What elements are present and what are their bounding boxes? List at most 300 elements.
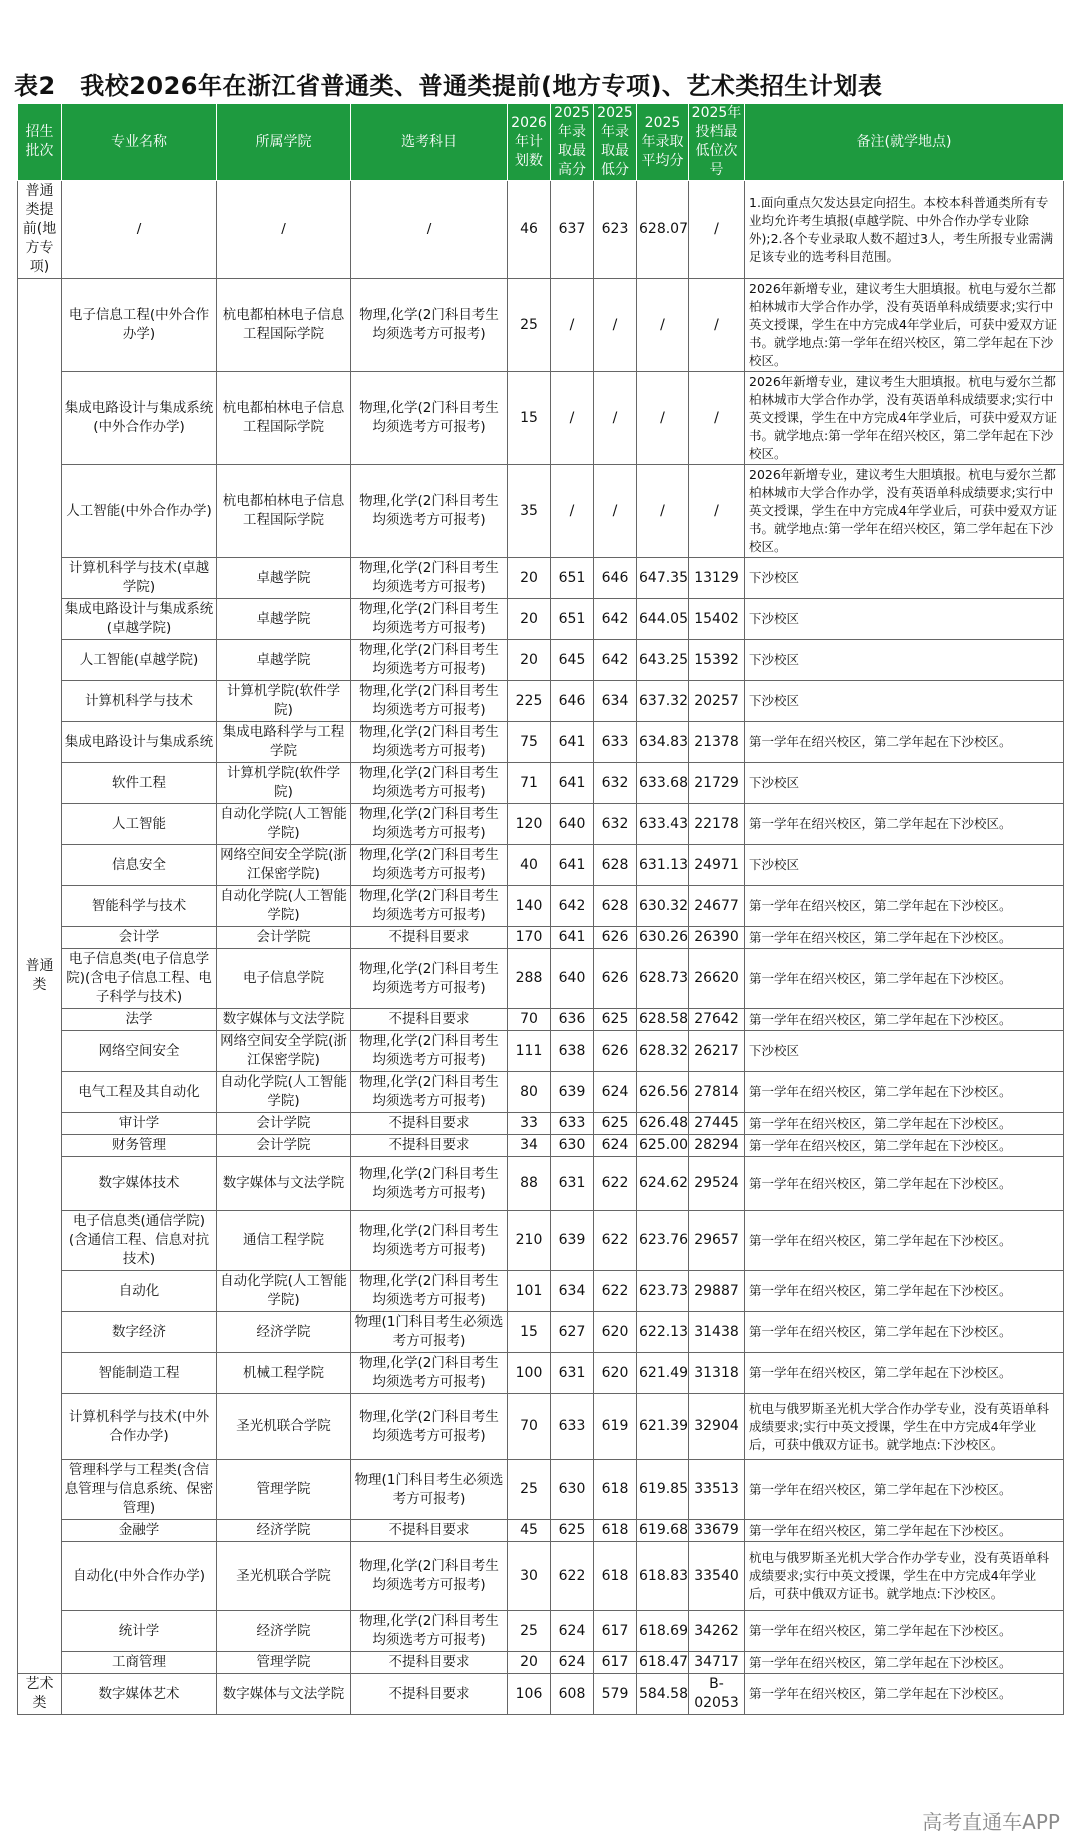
cell-note: 下沙校区: [745, 558, 1064, 599]
cell-min-score: 618: [594, 1460, 637, 1520]
cell-max-score: 646: [551, 681, 594, 722]
cell-college: 网络空间安全学院(浙江保密学院): [217, 1031, 351, 1072]
cell-avg-score: 647.35: [637, 558, 689, 599]
cell-major: 智能科学与技术: [62, 886, 217, 927]
cell-avg-score: 625.00: [637, 1135, 689, 1157]
cell-college: 机械工程学院: [217, 1353, 351, 1394]
cell-avg-score: 623.76: [637, 1211, 689, 1271]
cell-note: 第一学年在绍兴校区，第二学年起在下沙校区。: [745, 886, 1064, 927]
cell-plan: 101: [508, 1271, 551, 1312]
cell-min-rank: 20257: [689, 681, 745, 722]
table-row: [18, 1652, 1064, 1674]
cell-subjects: 不提科目要求: [351, 1652, 508, 1674]
cell-max-score: 633: [551, 1394, 594, 1460]
cell-note: 下沙校区: [745, 599, 1064, 640]
cell-note: 第一学年在绍兴校区，第二学年起在下沙校区。: [745, 1460, 1064, 1520]
cell-min-rank: 29657: [689, 1211, 745, 1271]
cell-avg-score: 630.26: [637, 927, 689, 949]
cell-min-score: 619: [594, 1394, 637, 1460]
cell-min-rank: 29524: [689, 1157, 745, 1211]
table-row: [18, 372, 1064, 465]
cell-major: 电气工程及其自动化: [62, 1072, 217, 1113]
cell-major: 集成电路设计与集成系统: [62, 722, 217, 763]
cell-max-score: 641: [551, 927, 594, 949]
table-row: [18, 927, 1064, 949]
cell-note: 第一学年在绍兴校区，第二学年起在下沙校区。: [745, 1674, 1064, 1715]
cell-subjects: 物理,化学(2门科目考生均须选考方可报考): [351, 1353, 508, 1394]
admission-plan-table: [17, 103, 1064, 1715]
cell-max-score: 645: [551, 640, 594, 681]
cell-avg-score: 628.32: [637, 1031, 689, 1072]
cell-min-score: 622: [594, 1271, 637, 1312]
cell-subjects: 物理,化学(2门科目考生均须选考方可报考): [351, 722, 508, 763]
cell-plan: 100: [508, 1353, 551, 1394]
cell-plan: 88: [508, 1157, 551, 1211]
cell-max-score: 638: [551, 1031, 594, 1072]
cell-college: 卓越学院: [217, 599, 351, 640]
cell-avg-score: 644.05: [637, 599, 689, 640]
cell-major: 计算机科学与技术: [62, 681, 217, 722]
cell-min-rank: B-02053: [689, 1674, 745, 1715]
table-row: [18, 1394, 1064, 1460]
cell-min-score: 622: [594, 1157, 637, 1211]
cell-note: 第一学年在绍兴校区，第二学年起在下沙校区。: [745, 1652, 1064, 1674]
cell-min-rank: 32904: [689, 1394, 745, 1460]
cell-subjects: /: [351, 181, 508, 279]
cell-avg-score: 618.47: [637, 1652, 689, 1674]
cell-note: 1.面向重点欠发达县定向招生。本校本科普通类所有专业均允许考生填报(卓越学院、中外合作办学专业除外);2.各个专业录取人数不超过3人，考生所报专业需满足该专业的选考科目范围。: [745, 181, 1064, 279]
cell-min-rank: 33540: [689, 1542, 745, 1611]
table-row: [18, 599, 1064, 640]
header-batch: 招生批次: [18, 104, 62, 181]
table-row: [18, 681, 1064, 722]
cell-college: 经济学院: [217, 1312, 351, 1353]
cell-major: 人工智能(中外合作办学): [62, 465, 217, 558]
cell-college: 经济学院: [217, 1520, 351, 1542]
cell-max-score: 641: [551, 763, 594, 804]
cell-plan: 20: [508, 640, 551, 681]
cell-min-rank: 27445: [689, 1113, 745, 1135]
cell-subjects: 物理,化学(2门科目考生均须选考方可报考): [351, 1072, 508, 1113]
cell-plan: 15: [508, 372, 551, 465]
header-row: [18, 104, 1064, 181]
cell-max-score: 627: [551, 1312, 594, 1353]
cell-plan: 70: [508, 1009, 551, 1031]
cell-subjects: 不提科目要求: [351, 1113, 508, 1135]
cell-plan: 15: [508, 1312, 551, 1353]
cell-max-score: 630: [551, 1460, 594, 1520]
cell-plan: 111: [508, 1031, 551, 1072]
cell-min-score: 633: [594, 722, 637, 763]
cell-note: 杭电与俄罗斯圣光机大学合作办学专业，没有英语单科成绩要求;实行中英文授课，学生在中方完成4年学业后，可获中俄双方证书。就学地点:下沙校区。: [745, 1394, 1064, 1460]
cell-note: 2026年新增专业，建议考生大胆填报。杭电与爱尔兰都柏林城市大学合作办学，没有英语单科成绩要求;实行中英文授课，学生在中方完成4年学业后，可获中爱双方证书。就学地点:第一学年在绍兴校区，第二学年起在下沙校区。: [745, 372, 1064, 465]
cell-avg-score: 633.43: [637, 804, 689, 845]
table-row: [18, 722, 1064, 763]
cell-min-rank: 24677: [689, 886, 745, 927]
cell-note: 第一学年在绍兴校区，第二学年起在下沙校区。: [745, 1113, 1064, 1135]
table-row: [18, 1271, 1064, 1312]
cell-note: 第一学年在绍兴校区，第二学年起在下沙校区。: [745, 804, 1064, 845]
cell-avg-score: 584.58: [637, 1674, 689, 1715]
table-row: [18, 1353, 1064, 1394]
cell-avg-score: 628.58: [637, 1009, 689, 1031]
table-row: [18, 845, 1064, 886]
cell-note: 下沙校区: [745, 1031, 1064, 1072]
cell-max-score: 625: [551, 1520, 594, 1542]
cell-avg-score: 622.13: [637, 1312, 689, 1353]
cell-major: 自动化: [62, 1271, 217, 1312]
cell-avg-score: 630.32: [637, 886, 689, 927]
cell-min-rank: 15402: [689, 599, 745, 640]
table-row: [18, 465, 1064, 558]
cell-min-rank: 27814: [689, 1072, 745, 1113]
cell-subjects: 物理(1门科目考生必须选考方可报考): [351, 1312, 508, 1353]
cell-avg-score: 626.48: [637, 1113, 689, 1135]
table-body: [18, 181, 1064, 1715]
cell-min-score: 626: [594, 1031, 637, 1072]
cell-college: 电子信息学院: [217, 949, 351, 1009]
cell-min-rank: 27642: [689, 1009, 745, 1031]
cell-major: 财务管理: [62, 1135, 217, 1157]
cell-avg-score: 637.32: [637, 681, 689, 722]
cell-avg-score: 626.56: [637, 1072, 689, 1113]
cell-avg-score: 618.69: [637, 1611, 689, 1652]
cell-min-rank: 33513: [689, 1460, 745, 1520]
cell-major: 软件工程: [62, 763, 217, 804]
cell-min-score: 642: [594, 640, 637, 681]
cell-batch: 艺术类: [18, 1674, 62, 1715]
cell-min-score: 626: [594, 927, 637, 949]
table-row: [18, 886, 1064, 927]
cell-note: 第一学年在绍兴校区，第二学年起在下沙校区。: [745, 1009, 1064, 1031]
cell-min-score: 623: [594, 181, 637, 279]
cell-college: 杭电都柏林电子信息工程国际学院: [217, 279, 351, 372]
table-row: [18, 1520, 1064, 1542]
cell-max-score: 642: [551, 886, 594, 927]
cell-max-score: 608: [551, 1674, 594, 1715]
cell-max-score: 641: [551, 722, 594, 763]
cell-plan: 35: [508, 465, 551, 558]
cell-major: 人工智能: [62, 804, 217, 845]
cell-min-score: 618: [594, 1520, 637, 1542]
cell-min-score: 628: [594, 886, 637, 927]
cell-note: 下沙校区: [745, 681, 1064, 722]
cell-max-score: 624: [551, 1611, 594, 1652]
cell-subjects: 物理,化学(2门科目考生均须选考方可报考): [351, 599, 508, 640]
cell-subjects: 物理,化学(2门科目考生均须选考方可报考): [351, 558, 508, 599]
cell-plan: 120: [508, 804, 551, 845]
cell-plan: 20: [508, 558, 551, 599]
table-row: [18, 1312, 1064, 1353]
cell-avg-score: 634.83: [637, 722, 689, 763]
cell-college: 自动化学院(人工智能学院): [217, 886, 351, 927]
table-row: [18, 1135, 1064, 1157]
cell-college: 杭电都柏林电子信息工程国际学院: [217, 372, 351, 465]
table-row: [18, 1009, 1064, 1031]
cell-min-rank: /: [689, 372, 745, 465]
cell-college: 数字媒体与文法学院: [217, 1009, 351, 1031]
cell-avg-score: 623.73: [637, 1271, 689, 1312]
cell-college: 会计学院: [217, 1113, 351, 1135]
cell-plan: 33: [508, 1113, 551, 1135]
cell-min-score: 617: [594, 1652, 637, 1674]
cell-college: 管理学院: [217, 1652, 351, 1674]
cell-max-score: 637: [551, 181, 594, 279]
cell-college: 计算机学院(软件学院): [217, 681, 351, 722]
cell-plan: 25: [508, 279, 551, 372]
cell-min-rank: 31318: [689, 1353, 745, 1394]
cell-plan: 71: [508, 763, 551, 804]
cell-min-score: /: [594, 372, 637, 465]
header-college: 所属学院: [217, 104, 351, 181]
cell-note: 第一学年在绍兴校区，第二学年起在下沙校区。: [745, 1312, 1064, 1353]
cell-subjects: 不提科目要求: [351, 1674, 508, 1715]
cell-note: 第一学年在绍兴校区，第二学年起在下沙校区。: [745, 1520, 1064, 1542]
header-min-score: 2025年录取最低分: [594, 104, 637, 181]
cell-college: 圣光机联合学院: [217, 1542, 351, 1611]
cell-subjects: 不提科目要求: [351, 927, 508, 949]
cell-college: 自动化学院(人工智能学院): [217, 1072, 351, 1113]
cell-plan: 45: [508, 1520, 551, 1542]
cell-note: 2026年新增专业，建议考生大胆填报。杭电与爱尔兰都柏林城市大学合作办学，没有英语单科成绩要求;实行中英文授课，学生在中方完成4年学业后，可获中爱双方证书。就学地点:第一学年在绍兴校区，第二学年起在下沙校区。: [745, 279, 1064, 372]
cell-min-score: 618: [594, 1542, 637, 1611]
header-avg-score: 2025年录取平均分: [637, 104, 689, 181]
cell-min-rank: 21729: [689, 763, 745, 804]
cell-max-score: 622: [551, 1542, 594, 1611]
cell-min-rank: 31438: [689, 1312, 745, 1353]
cell-min-score: 620: [594, 1312, 637, 1353]
cell-note: 第一学年在绍兴校区，第二学年起在下沙校区。: [745, 1157, 1064, 1211]
table-row: [18, 804, 1064, 845]
cell-plan: 40: [508, 845, 551, 886]
cell-plan: 20: [508, 1652, 551, 1674]
cell-major: /: [62, 181, 217, 279]
cell-avg-score: 631.13: [637, 845, 689, 886]
cell-plan: 70: [508, 1394, 551, 1460]
cell-subjects: 不提科目要求: [351, 1009, 508, 1031]
cell-major: 集成电路设计与集成系统(中外合作办学): [62, 372, 217, 465]
page-title: 表2 我校2026年在浙江省普通类、普通类提前(地方专项)、艺术类招生计划表: [14, 72, 883, 100]
cell-min-rank: 34717: [689, 1652, 745, 1674]
cell-avg-score: 621.39: [637, 1394, 689, 1460]
cell-max-score: 640: [551, 804, 594, 845]
cell-note: 第一学年在绍兴校区，第二学年起在下沙校区。: [745, 1072, 1064, 1113]
cell-avg-score: 618.83: [637, 1542, 689, 1611]
cell-subjects: 物理,化学(2门科目考生均须选考方可报考): [351, 465, 508, 558]
cell-college: 卓越学院: [217, 640, 351, 681]
cell-major: 计算机科学与技术(中外合作办学): [62, 1394, 217, 1460]
cell-min-rank: 22178: [689, 804, 745, 845]
cell-college: 自动化学院(人工智能学院): [217, 1271, 351, 1312]
cell-note: 第一学年在绍兴校区，第二学年起在下沙校区。: [745, 1271, 1064, 1312]
cell-avg-score: 643.25: [637, 640, 689, 681]
cell-min-score: 620: [594, 1353, 637, 1394]
cell-min-rank: /: [689, 181, 745, 279]
cell-subjects: 物理,化学(2门科目考生均须选考方可报考): [351, 640, 508, 681]
cell-max-score: /: [551, 279, 594, 372]
cell-subjects: 物理,化学(2门科目考生均须选考方可报考): [351, 1394, 508, 1460]
cell-major: 数字媒体艺术: [62, 1674, 217, 1715]
header-max-score: 2025年录取最高分: [551, 104, 594, 181]
cell-college: 管理学院: [217, 1460, 351, 1520]
cell-subjects: 物理,化学(2门科目考生均须选考方可报考): [351, 763, 508, 804]
cell-note: 杭电与俄罗斯圣光机大学合作办学专业，没有英语单科成绩要求;实行中英文授课，学生在中方完成4年学业后，可获中俄双方证书。就学地点:下沙校区。: [745, 1542, 1064, 1611]
cell-major: 电子信息类(通信学院)(含通信工程、信息对抗技术): [62, 1211, 217, 1271]
table-row: [18, 279, 1064, 372]
header-min-rank: 2025年投档最低位次号: [689, 104, 745, 181]
admission-plan-table-wrapper: [17, 103, 1063, 1715]
cell-min-rank: 28294: [689, 1135, 745, 1157]
cell-min-rank: 13129: [689, 558, 745, 599]
cell-max-score: 636: [551, 1009, 594, 1031]
header-note: 备注(就学地点): [745, 104, 1064, 181]
cell-college: 数字媒体与文法学院: [217, 1157, 351, 1211]
cell-major: 电子信息类(电子信息学院)(含电子信息工程、电子科学与技术): [62, 949, 217, 1009]
cell-college: 经济学院: [217, 1611, 351, 1652]
cell-min-rank: 26390: [689, 927, 745, 949]
cell-subjects: 物理,化学(2门科目考生均须选考方可报考): [351, 1211, 508, 1271]
cell-college: /: [217, 181, 351, 279]
cell-min-rank: 34262: [689, 1611, 745, 1652]
cell-max-score: 631: [551, 1157, 594, 1211]
cell-max-score: 641: [551, 845, 594, 886]
cell-min-rank: /: [689, 465, 745, 558]
table-row: [18, 640, 1064, 681]
cell-major: 集成电路设计与集成系统(卓越学院): [62, 599, 217, 640]
cell-min-rank: /: [689, 279, 745, 372]
cell-college: 网络空间安全学院(浙江保密学院): [217, 845, 351, 886]
cell-note: 第一学年在绍兴校区，第二学年起在下沙校区。: [745, 1135, 1064, 1157]
cell-min-rank: 21378: [689, 722, 745, 763]
cell-college: 计算机学院(软件学院): [217, 763, 351, 804]
cell-max-score: 639: [551, 1072, 594, 1113]
cell-max-score: 634: [551, 1271, 594, 1312]
cell-subjects: 物理,化学(2门科目考生均须选考方可报考): [351, 804, 508, 845]
cell-plan: 106: [508, 1674, 551, 1715]
cell-min-rank: 26620: [689, 949, 745, 1009]
table-row: [18, 1611, 1064, 1652]
cell-plan: 288: [508, 949, 551, 1009]
cell-plan: 80: [508, 1072, 551, 1113]
cell-plan: 20: [508, 599, 551, 640]
cell-min-rank: 33679: [689, 1520, 745, 1542]
table-row: [18, 949, 1064, 1009]
cell-max-score: 631: [551, 1353, 594, 1394]
cell-avg-score: 619.68: [637, 1520, 689, 1542]
cell-subjects: 物理,化学(2门科目考生均须选考方可报考): [351, 1157, 508, 1211]
cell-subjects: 物理,化学(2门科目考生均须选考方可报考): [351, 279, 508, 372]
table-row: [18, 1542, 1064, 1611]
cell-min-score: 624: [594, 1135, 637, 1157]
cell-min-rank: 15392: [689, 640, 745, 681]
cell-batch: 普通类提前(地方专项): [18, 181, 62, 279]
cell-plan: 25: [508, 1460, 551, 1520]
cell-max-score: 624: [551, 1652, 594, 1674]
cell-college: 圣光机联合学院: [217, 1394, 351, 1460]
cell-min-score: 646: [594, 558, 637, 599]
cell-min-score: 632: [594, 763, 637, 804]
cell-note: 第一学年在绍兴校区，第二学年起在下沙校区。: [745, 927, 1064, 949]
header-plan: 2026年计划数: [508, 104, 551, 181]
cell-major: 审计学: [62, 1113, 217, 1135]
cell-min-rank: 29887: [689, 1271, 745, 1312]
cell-max-score: /: [551, 372, 594, 465]
cell-min-score: /: [594, 465, 637, 558]
cell-min-score: 622: [594, 1211, 637, 1271]
cell-major: 管理科学与工程类(含信息管理与信息系统、保密管理): [62, 1460, 217, 1520]
cell-major: 自动化(中外合作办学): [62, 1542, 217, 1611]
cell-note: 第一学年在绍兴校区，第二学年起在下沙校区。: [745, 1211, 1064, 1271]
cell-avg-score: /: [637, 279, 689, 372]
cell-max-score: 630: [551, 1135, 594, 1157]
cell-avg-score: 624.62: [637, 1157, 689, 1211]
cell-min-score: /: [594, 279, 637, 372]
cell-min-score: 632: [594, 804, 637, 845]
watermark-text: 高考直通车APP: [922, 1810, 1060, 1834]
cell-batch: 普通类: [18, 279, 62, 1674]
cell-avg-score: /: [637, 465, 689, 558]
cell-plan: 46: [508, 181, 551, 279]
cell-major: 智能制造工程: [62, 1353, 217, 1394]
cell-avg-score: 628.07: [637, 181, 689, 279]
cell-college: 会计学院: [217, 1135, 351, 1157]
cell-note: 下沙校区: [745, 640, 1064, 681]
cell-major: 会计学: [62, 927, 217, 949]
cell-college: 通信工程学院: [217, 1211, 351, 1271]
cell-subjects: 物理,化学(2门科目考生均须选考方可报考): [351, 886, 508, 927]
cell-note: 第一学年在绍兴校区，第二学年起在下沙校区。: [745, 1353, 1064, 1394]
table-row: [18, 1031, 1064, 1072]
cell-major: 法学: [62, 1009, 217, 1031]
cell-plan: 30: [508, 1542, 551, 1611]
cell-max-score: 651: [551, 558, 594, 599]
cell-major: 数字经济: [62, 1312, 217, 1353]
header-subjects: 选考科目: [351, 104, 508, 181]
cell-major: 网络空间安全: [62, 1031, 217, 1072]
cell-college: 自动化学院(人工智能学院): [217, 804, 351, 845]
table-row: [18, 1460, 1064, 1520]
cell-college: 集成电路科学与工程学院: [217, 722, 351, 763]
table-row: [18, 1211, 1064, 1271]
cell-plan: 140: [508, 886, 551, 927]
cell-min-rank: 26217: [689, 1031, 745, 1072]
cell-plan: 210: [508, 1211, 551, 1271]
cell-major: 数字媒体技术: [62, 1157, 217, 1211]
cell-max-score: 639: [551, 1211, 594, 1271]
cell-min-score: 625: [594, 1113, 637, 1135]
cell-min-score: 628: [594, 845, 637, 886]
cell-major: 电子信息工程(中外合作办学): [62, 279, 217, 372]
table-row: [18, 558, 1064, 599]
cell-major: 人工智能(卓越学院): [62, 640, 217, 681]
cell-subjects: 物理,化学(2门科目考生均须选考方可报考): [351, 845, 508, 886]
cell-min-rank: 24971: [689, 845, 745, 886]
cell-note: 下沙校区: [745, 845, 1064, 886]
cell-note: 2026年新增专业，建议考生大胆填报。杭电与爱尔兰都柏林城市大学合作办学，没有英语单科成绩要求;实行中英文授课，学生在中方完成4年学业后，可获中爱双方证书。就学地点:第一学年在绍兴校区，第二学年起在下沙校区。: [745, 465, 1064, 558]
cell-min-score: 579: [594, 1674, 637, 1715]
cell-subjects: 物理,化学(2门科目考生均须选考方可报考): [351, 681, 508, 722]
cell-max-score: 651: [551, 599, 594, 640]
cell-major: 信息安全: [62, 845, 217, 886]
table-row: [18, 1113, 1064, 1135]
cell-max-score: /: [551, 465, 594, 558]
cell-note: 第一学年在绍兴校区，第二学年起在下沙校区。: [745, 949, 1064, 1009]
table-row: [18, 1072, 1064, 1113]
cell-note: 第一学年在绍兴校区，第二学年起在下沙校区。: [745, 722, 1064, 763]
cell-major: 工商管理: [62, 1652, 217, 1674]
cell-max-score: 633: [551, 1113, 594, 1135]
cell-avg-score: /: [637, 372, 689, 465]
